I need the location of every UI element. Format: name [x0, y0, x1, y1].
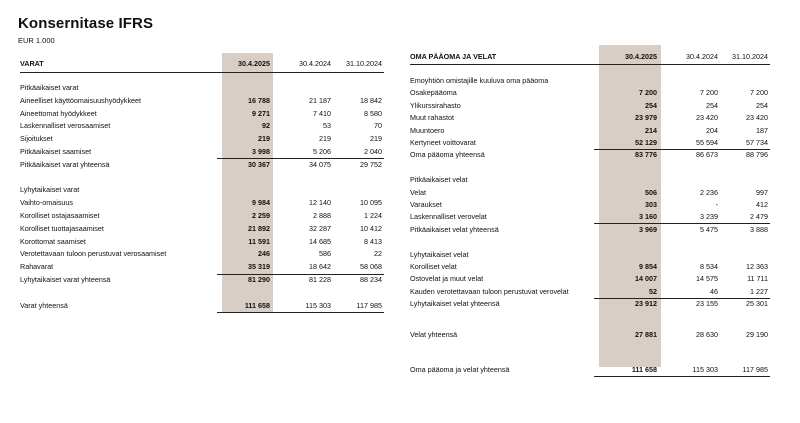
value-prior-year: 254	[706, 100, 718, 110]
value-year-end: 117 985	[356, 300, 382, 310]
value-year-end: 70	[374, 121, 382, 131]
value-prior-year: 2 888	[313, 211, 331, 220]
value-year-end: 12 363	[746, 262, 768, 271]
value-year-end: 18 842	[360, 95, 382, 105]
row-label: Pitkäaikaiset saamiset	[20, 147, 92, 156]
value-current: 30 367	[248, 159, 270, 169]
row-label: Pitkäaikaiset velat yhteensä	[410, 224, 499, 234]
value-prior-year: 21 187	[309, 95, 331, 105]
row-label: Ylikurssirahasto	[410, 100, 461, 110]
value-current: 7 200	[639, 88, 657, 98]
row-label: Lyhytaikaiset velat	[410, 249, 469, 259]
value-prior-year: -	[715, 200, 718, 209]
row-label: Aineettomat hyödykkeet	[20, 108, 97, 118]
value-current: 35 319	[248, 262, 270, 272]
value-year-end: 88 234	[360, 275, 382, 284]
value-prior-year: 46	[710, 286, 718, 296]
row-label: Oma pääoma yhteensä	[410, 150, 485, 160]
value-current: 506	[645, 187, 657, 197]
row-label: Lyhytaikaiset velat yhteensä	[410, 299, 500, 309]
table-row	[0, 211, 800, 222]
value-prior-year: 5 206	[313, 147, 331, 156]
table-row	[0, 187, 800, 198]
value-prior-year: 219	[319, 134, 331, 144]
row-label: Laskennalliset verosaamiset	[20, 121, 111, 131]
row-label: Velat yhteensä	[410, 330, 458, 339]
value-year-end: 88 796	[746, 150, 768, 160]
value-current: 214	[645, 125, 657, 135]
value-prior-year: 7 200	[700, 88, 718, 98]
table-row	[0, 249, 800, 260]
row-label: Osakepääoma	[410, 88, 457, 98]
value-year-end: 997	[756, 187, 768, 197]
header-col-1: 30.4.2025	[238, 59, 270, 68]
header-label: VARAT	[20, 59, 44, 68]
row-label: Pitkäaikaiset velat	[410, 175, 468, 185]
table-row	[0, 273, 800, 284]
row-label: Verotettavaan tuloon perustuvat verosaamiset	[20, 249, 167, 259]
value-year-end: 22	[374, 249, 382, 259]
value-current: 111 658	[631, 364, 657, 374]
value-current: 9 271	[252, 108, 270, 118]
value-prior-year: 18 642	[309, 262, 331, 272]
table-row	[0, 199, 800, 210]
value-prior-year: 14 685	[309, 236, 331, 246]
row-label: Muuntoero	[410, 125, 445, 135]
row-label: Sijoitukset	[20, 134, 53, 144]
value-current: 111 658	[244, 300, 270, 310]
value-current: 9 984	[252, 198, 270, 208]
row-label: Aineelliset käyttöomaisuushyödykkeet	[20, 95, 142, 105]
table-row	[0, 149, 800, 160]
header-col-2: 30.4.2024	[686, 52, 718, 61]
row-label: Velat	[410, 187, 426, 197]
header-col-1: 30.4.2025	[625, 52, 657, 61]
table-row	[0, 345, 800, 356]
value-current: 254	[645, 100, 657, 110]
value-current: 246	[258, 249, 270, 259]
table-row	[0, 125, 800, 136]
value-year-end: 3 888	[750, 224, 768, 234]
table-row	[0, 112, 800, 123]
table-row	[0, 329, 800, 340]
value-current: 3 998	[252, 147, 270, 156]
row-label: Lyhytaikaiset varat yhteensä	[20, 275, 111, 284]
table-row	[0, 162, 800, 173]
value-year-end: 1 227	[750, 286, 768, 296]
value-current: 219	[258, 134, 270, 144]
value-year-end: 219	[370, 134, 382, 144]
value-prior-year: 23 155	[696, 299, 718, 309]
row-label: Varaukset	[410, 200, 442, 209]
value-year-end: 1 224	[364, 211, 382, 220]
value-prior-year: 86 673	[696, 150, 718, 160]
value-prior-year: 81 228	[309, 275, 331, 284]
row-label: Kertyneet voittovarat	[410, 138, 476, 147]
value-prior-year: 32 287	[309, 223, 331, 233]
value-current: 2 259	[252, 211, 270, 220]
value-year-end: 57 734	[746, 138, 768, 147]
value-year-end: 187	[756, 125, 768, 135]
value-prior-year: 204	[706, 125, 718, 135]
page-title: Konsernitase IFRS	[18, 15, 154, 32]
value-current: 14 007	[635, 274, 657, 284]
value-current: 303	[645, 200, 657, 209]
value-year-end: 29 752	[360, 159, 382, 169]
row-label: Korolliset velat	[410, 262, 457, 271]
row-label: Laskennalliset verovelat	[410, 212, 487, 222]
value-year-end: 7 200	[750, 88, 768, 98]
row-label: Ostovelat ja muut velat	[410, 274, 484, 284]
value-current: 21 892	[248, 223, 270, 233]
value-year-end: 10 412	[360, 223, 382, 233]
table-row	[0, 100, 800, 111]
value-year-end: 8 580	[364, 108, 382, 118]
value-prior-year: 12 140	[309, 198, 331, 208]
value-year-end: 23 420	[746, 113, 768, 123]
value-year-end: 412	[756, 200, 768, 209]
value-current: 16 788	[248, 95, 270, 105]
value-current: 9 854	[639, 262, 657, 271]
table-header	[0, 51, 800, 62]
table-row	[0, 364, 800, 375]
row-label: Oma pääoma ja velat yhteensä	[410, 364, 510, 374]
row-label: Pitkäaikaiset varat	[20, 83, 79, 92]
value-prior-year: 23 420	[696, 113, 718, 123]
value-prior-year: 5 475	[700, 224, 718, 234]
value-current: 11 591	[248, 236, 270, 246]
table-row	[0, 87, 800, 98]
currency-note: EUR 1.000	[18, 36, 55, 45]
row-label: Korolliset tuottajasaamiset	[20, 223, 104, 233]
row-label: Muut rahastot	[410, 113, 454, 123]
header-rule	[410, 64, 770, 65]
header-col-3: 31.10.2024	[346, 59, 382, 68]
value-year-end: 29 190	[746, 330, 768, 339]
value-year-end: 11 711	[747, 274, 768, 284]
value-current: 92	[262, 121, 270, 131]
table-row	[0, 236, 800, 247]
table-row	[0, 224, 800, 235]
value-prior-year: 7 410	[313, 108, 331, 118]
value-current: 3 160	[639, 212, 657, 222]
value-prior-year: 28 630	[696, 330, 718, 339]
value-prior-year: 53	[323, 121, 331, 131]
total-rule	[594, 376, 770, 377]
value-year-end: 8 413	[364, 236, 382, 246]
value-prior-year: 3 239	[700, 212, 718, 222]
row-label: Varat yhteensä	[20, 300, 68, 310]
value-year-end: 10 095	[360, 198, 382, 208]
table-row	[0, 298, 800, 309]
table-row	[0, 261, 800, 272]
value-current: 3 969	[639, 224, 657, 234]
value-current: 81 290	[248, 275, 270, 284]
value-year-end: 254	[756, 100, 768, 110]
value-prior-year: 115 303	[305, 300, 331, 310]
value-current: 83 776	[635, 150, 657, 160]
value-prior-year: 2 236	[700, 187, 718, 197]
value-prior-year: 14 575	[696, 274, 718, 284]
table-row	[0, 174, 800, 185]
value-prior-year: 34 075	[309, 159, 331, 169]
value-prior-year: 115 303	[692, 364, 718, 374]
row-label: Pitkäaikaiset varat yhteensä	[20, 159, 110, 169]
table-row	[0, 137, 800, 148]
row-label: Emoyhtiön omistajille kuuluva oma pääoma	[410, 76, 549, 85]
value-year-end: 25 301	[746, 299, 768, 309]
value-current: 27 881	[635, 330, 657, 339]
table-row	[0, 75, 800, 86]
value-current: 23 912	[635, 299, 657, 309]
header-label: OMA PÄÄOMA JA VELAT	[410, 52, 497, 61]
value-year-end: 2 479	[750, 212, 768, 222]
value-current: 52 129	[635, 138, 657, 147]
row-label: Kauden verotettavaan tuloon perustuvat verovelat	[410, 286, 569, 296]
row-label: Rahavarat	[20, 262, 54, 272]
row-label: Vaihto-omaisuus	[20, 198, 73, 208]
table-row	[0, 286, 800, 297]
row-label: Korottomat saamiset	[20, 236, 86, 246]
header-col-3: 31.10.2024	[732, 52, 768, 61]
value-year-end: 2 040	[364, 147, 382, 156]
value-current: 23 979	[635, 113, 657, 123]
header-col-2: 30.4.2024	[299, 59, 331, 68]
row-label: Lyhytaikaiset varat	[20, 185, 80, 195]
value-prior-year: 8 534	[700, 262, 718, 271]
value-year-end: 117 985	[742, 364, 768, 374]
value-prior-year: 586	[319, 249, 331, 259]
value-prior-year: 55 594	[696, 138, 718, 147]
value-year-end: 58 068	[360, 262, 382, 272]
value-current: 52	[649, 286, 657, 296]
row-label: Korolliset ostajasaamiset	[20, 211, 100, 220]
table-row	[0, 311, 800, 322]
